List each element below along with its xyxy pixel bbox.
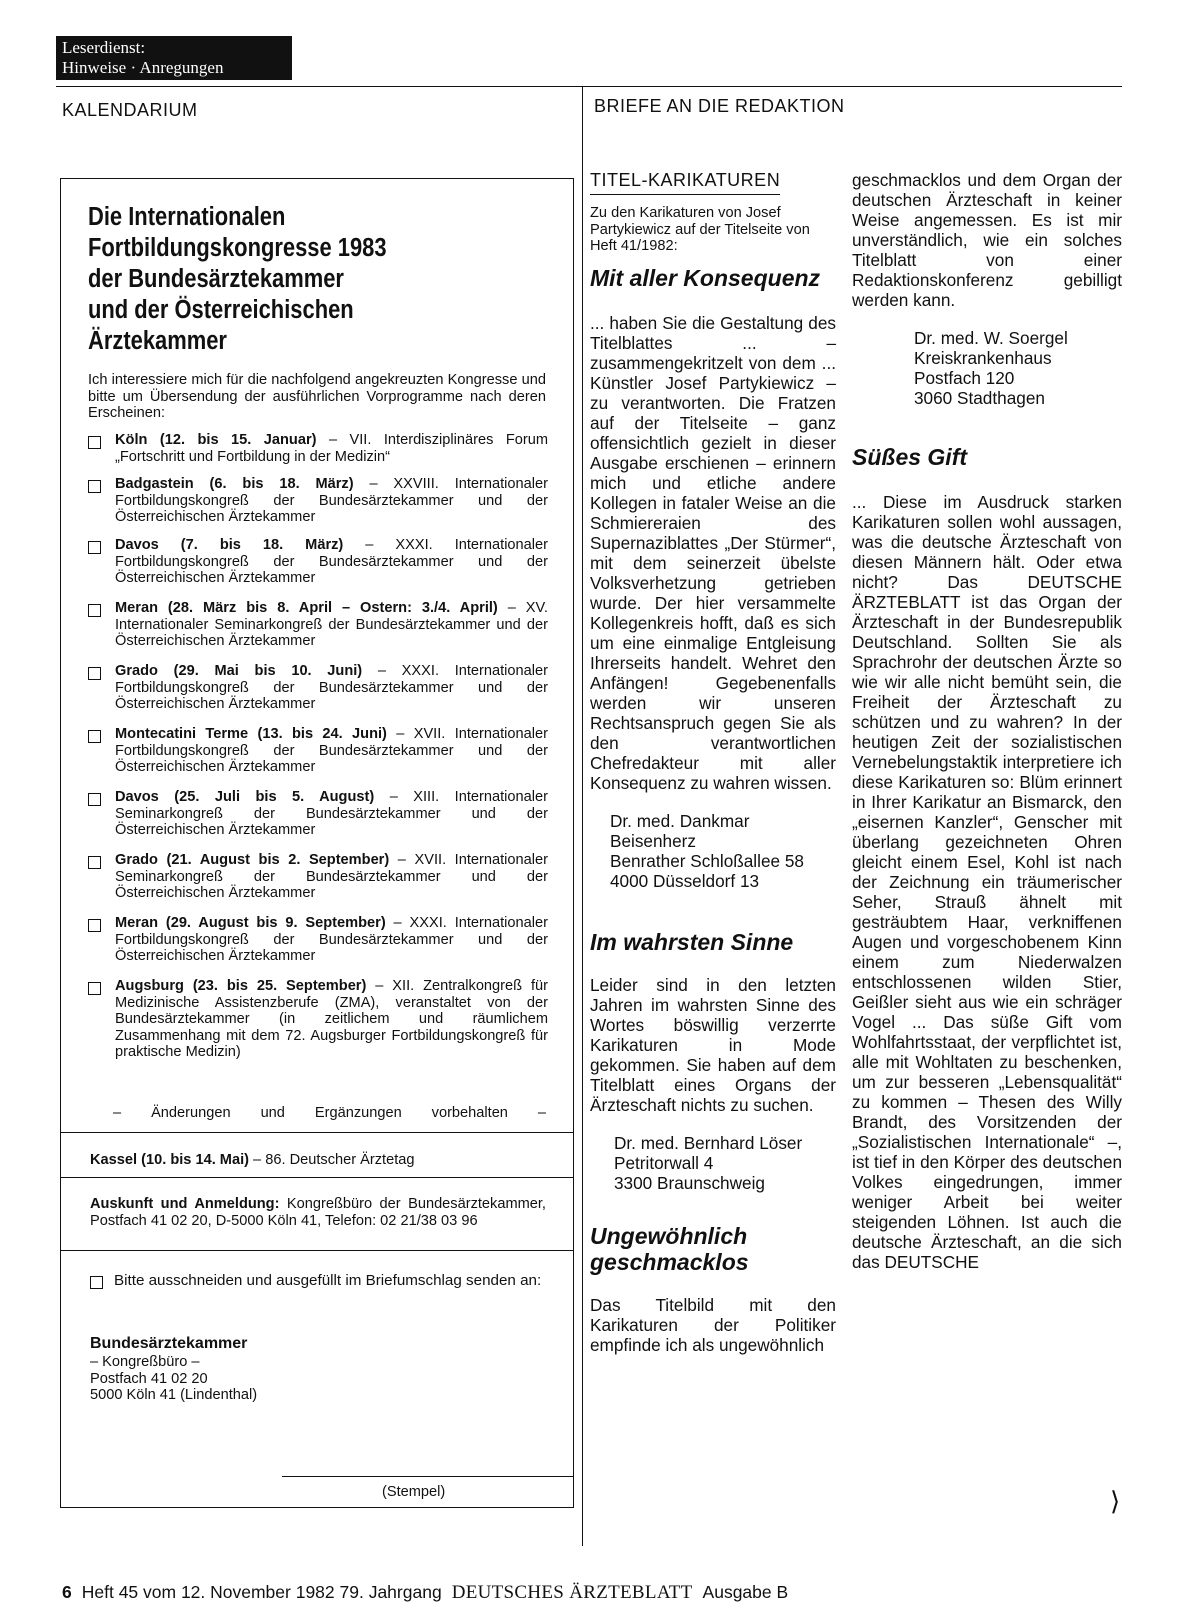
congress-desc: – XXVIII. Internationaler Fortbildungskongreß der Bundesärztekammer und der Österreichischen Ärztekammer [115, 476, 548, 525]
signature-line: 3300 Braunschweig [614, 1172, 765, 1193]
address-line: Postfach 41 02 20 [90, 1370, 208, 1387]
title-line: Ärztekammer [88, 327, 227, 355]
address-line: – Kongreßbüro – [90, 1354, 200, 1370]
signature-line: 3060 Stadthagen [914, 388, 1045, 408]
congress-desc: – XVII. Internationaler Seminarkongreß der Bundesärztekammer und der Österreichischen Ärztekammer [115, 852, 548, 901]
rubric-subtitle: Zu den Karikaturen von Josef Partykiewicz auf der Titelseite von Heft 41/1982: [590, 205, 810, 254]
congress-item [88, 978, 548, 1061]
congress-item [88, 537, 548, 587]
congress-desc: – XIII. Internationaler Seminarkongreß der Bundesärztekammer und der Österreichischen Ärztekammer [115, 789, 548, 838]
issue-info: Heft 45 vom 12. November 1982 79. Jahrgang [81, 1582, 442, 1602]
column-divider [582, 86, 583, 1546]
box-divider [60, 1132, 574, 1133]
congress-desc: – XXXI. Internationaler Fortbildungskongreß der Bundesärztekammer und der Österreichischen Ärztekammer [115, 537, 548, 586]
congress-place-date: Davos (7. bis 18. März) [115, 537, 344, 553]
title-line: Fortbildungskongresse 1983 [88, 234, 387, 262]
letter-body-continued: geschmacklos und dem Organ der deutschen Ärzteschaft in keiner Weise angemessen. Es ist mir unverständlich, wie ein solches Titelblatt von einer Redaktionskonferenz gebilligt werden kann. [852, 170, 1122, 310]
box-divider [60, 1177, 574, 1178]
congress-item [88, 852, 548, 902]
section-badge-line1: Leserdienst: [62, 38, 146, 57]
congress-place-date: Meran (28. März bis 8. April – Ostern: 3./4. April) [115, 600, 498, 616]
edition-label: Ausgabe B [702, 1582, 789, 1602]
congress-place-date: Grado (29. Mai bis 10. Juni) [115, 663, 363, 679]
section-label-calendar: KALENDARIUM [62, 100, 198, 120]
checkbox[interactable] [88, 480, 101, 493]
stamp-label: (Stempel) [382, 1484, 446, 1500]
congress-item [88, 600, 548, 650]
registration-info [90, 1196, 546, 1229]
congress-desc: – XXXI. Internationaler Fortbildungskongreß der Bundesärztekammer und der Österreichischen Ärztekammer [115, 915, 548, 964]
top-rule [56, 86, 1122, 87]
congress-item [88, 663, 548, 713]
signature-line: Dr. med. Dankmar [610, 810, 750, 831]
signature-line: Beisenherz [610, 830, 696, 851]
calendar-title [88, 202, 492, 357]
checkbox[interactable] [88, 982, 101, 995]
signature-line: Benrather Schloßallee 58 [610, 850, 804, 871]
signature-line: Dr. med. W. Soergel [914, 328, 1068, 348]
journal-name: DEUTSCHES ÄRZTEBLATT [451, 1582, 693, 1603]
signature-line: Postfach 120 [914, 368, 1015, 388]
address-line: 5000 Köln 41 (Lindenthal) [90, 1387, 258, 1403]
letter-body: Leider sind in den letzten Jahren im wahrsten Sinne des Wortes böswillig verzerrte Karikaturen in Mode gekommen. Sie haben auf dem Titelblatt eines Organs der Ärzteschaft nichts zu suchen. [590, 974, 836, 1115]
continue-arrow-icon: ⟩ [1110, 1486, 1121, 1516]
letter-headline: Mit aller Konsequenz [590, 264, 821, 291]
registration-label: Auskunft und Anmeldung: [90, 1196, 280, 1212]
letters-column-1 [590, 170, 836, 1355]
letter-body: ... haben Sie die Gestaltung des Titelblattes ... – zusammengekritzelt von dem ... Künstler Josef Partykiewicz – zu verantworten. Die Fratzen auf der Titelseite – ganz offensichtlich gezielt in dieser Ausgabe erschienen – erinnern mich und etliche andere Kollegen in fataler Weise an die Schmiereraien des Supernaziblattes „Der Stürmer“, mit dem seinerzeit übelste Volksverhetzung getrieben wurde. Der hier versammelte Kollegenkreis hofft, daß es sich um eine einmalige Entgleisung Ihrerseits handelt. Wehret den Anfängen! Gegebenenfalls werden wir unseren Rechtsanspruch gegen Sie als den verantwortlichen Chefredakteur mit aller Konsequenz zu wahren wissen. [590, 312, 836, 793]
congress-item [88, 476, 548, 526]
congress-place-date: Davos (25. Juli bis 5. August) [115, 789, 375, 805]
changes-note: – Änderungen und Ergänzungen vorbehalten – [113, 1105, 546, 1121]
checkbox[interactable] [88, 667, 101, 680]
congress-place-date: Augsburg (23. bis 25. September) [115, 978, 367, 994]
checkbox[interactable] [88, 919, 101, 932]
title-line: und der Österreichischen [88, 296, 354, 324]
letter-headline: Süßes Gift [852, 444, 968, 470]
letter-signature [610, 811, 836, 891]
congress-place-date: Montecatini Terme (13. bis 24. Juni) [115, 726, 387, 742]
congress-desc: – XII. Zentralkongreß für Medizinische Assistenzberufe (ZMA), veranstaltet von der Bundesärztekammer (in zeitlichem und räumlichem Zusammenhang mit dem 72. Augsburger Fortbildungskongreß für praktische Medizin) [115, 978, 548, 1060]
checkbox[interactable] [88, 436, 101, 449]
congress-desc: – XXXI. Internationaler Fortbildungskongreß der Bundesärztekammer und der Österreichischen Ärztekammer [115, 663, 548, 712]
checkbox[interactable] [88, 604, 101, 617]
letter-body: ... Diese im Ausdruck starken Karikaturen sollen wohl aussagen, was die deutsche Ärzteschaft von diesen Männern hält. Oder etwa nicht? Das DEUTSCHE ÄRZTEBLATT ist das Organ der Ärzteschaft in der Bundesrepublik Deutschland. Sollten Sie als Sprachrohr der deutschen Ärzte so wie wir alle nicht bemüht sein, die Freiheit der Ärzteschaft zu schützen und zu wahren? In der heutigen Zeit der sozialistischen Vernebelungstaktik interpretiere ich diese Karikaturen so: Blüm erinnert in Ihrer Karikatur an Bismarck, den „eisernen Kanzler“, Genscher mit überlang gezeichneten Ohren gleicht einem Esel, Kohl ist nach der Zeichnung ein träumerischer Seher, Strauß ähnelt mit gesträubtem Haar, verkniffenen Augen und vorgeschobenem Kinn einem zum Niederwalzen entschlossenen wilden Stier, Geißler sieht aus wie ein schräger Vogel ... Das süße Gift vom Wohlfahrtsstaat, der verpflichtet ist, alle mit Wohltaten zu beschenken, um zur besseren „Lebensqualität“ zu kommen – Thesen des Willy Brandt, des Vorsitzenden der „Sozialistischen Internationale“ –, ist tief in den Körper des deutschen Volkes eingedrungen, immer weniger Arbeit bei weiter steigenden Löhnen. Ist auch die deutsche Ärzteschaft, an die sich das DEUTSCHE [852, 492, 1122, 1272]
page-footer [62, 1582, 788, 1604]
congress-desc: – XV. Internationaler Seminarkongreß der Bundesärztekammer und der Österreichischen Ärztekammer [115, 600, 548, 649]
section-label-letters: BRIEFE AN DIE REDAKTION [594, 96, 845, 116]
congress-place-date: Grado (21. August bis 2. September) [115, 852, 390, 868]
signature-line: Dr. med. Bernhard Löser [614, 1132, 803, 1153]
kassel-place-date: Kassel (10. bis 14. Mai) [90, 1152, 249, 1168]
address-name: Bundesärztekammer [90, 1335, 248, 1352]
congress-place-date: Meran (29. August bis 9. September) [115, 915, 386, 931]
section-badge [56, 36, 292, 80]
stamp-line [282, 1476, 574, 1477]
title-line: Die Internationalen [88, 203, 286, 231]
letter-signature [614, 1133, 836, 1193]
rubric-label: TITEL-KARIKATUREN [590, 170, 780, 195]
signature-line: Petritorwall 4 [614, 1152, 714, 1173]
congress-place-date: Köln (12. bis 15. Januar) [115, 432, 317, 448]
letters-column-2 [852, 170, 1122, 1272]
congress-desc: – VII. Interdisziplinäres Forum „Fortschritt und Fortbildung in der Medizin“ [115, 432, 548, 465]
congress-item [88, 789, 548, 839]
registration-text: Kongreßbüro der Bundesärztekammer, Postfach 41 02 20, D-5000 Köln 41, Telefon: 02 21/38 03 96 [90, 1196, 546, 1229]
page-number: 6 [62, 1582, 72, 1602]
letter-headline: Ungewöhnlich geschmacklos [590, 1222, 749, 1275]
letter-headline: Im wahrsten Sinne [590, 928, 794, 955]
congress-item [88, 432, 548, 465]
kassel-desc: – 86. Deutscher Ärztetag [249, 1152, 415, 1168]
congress-place-date: Badgastein (6. bis 18. März) [115, 476, 354, 492]
congress-item [88, 726, 548, 776]
checkbox[interactable] [88, 541, 101, 554]
checkbox[interactable] [88, 793, 101, 806]
checkbox[interactable] [88, 856, 101, 869]
congress-item [88, 915, 548, 965]
box-divider [60, 1250, 574, 1251]
letter-signature [914, 328, 1122, 408]
section-badge-line2: Hinweise · Anregungen [62, 58, 224, 77]
letter-body: Das Titelbild mit den Karikaturen der Politiker empfinde ich als ungewöhnlich [590, 1294, 836, 1355]
kassel-entry [90, 1152, 414, 1169]
calendar-intro: Ich interessiere mich für die nachfolgend angekreuzten Kongresse und bitte um Übersendung der ausführlichen Vorprogramme nach deren Erscheinen: [88, 372, 546, 421]
mailing-address [90, 1334, 390, 1404]
cut-out-checkbox[interactable] [90, 1276, 103, 1289]
congress-desc: – XVII. Internationaler Fortbildungskongreß der Bundesärztekammer und der Österreichischen Ärztekammer [115, 726, 548, 775]
signature-line: 4000 Düsseldorf 13 [610, 870, 760, 891]
cut-out-instruction: Bitte ausschneiden und ausgefüllt im Briefumschlag senden an: [114, 1272, 542, 1289]
signature-line: Kreiskrankenhaus [914, 348, 1052, 368]
checkbox[interactable] [88, 730, 101, 743]
title-line: der Bundesärztekammer [88, 265, 344, 293]
